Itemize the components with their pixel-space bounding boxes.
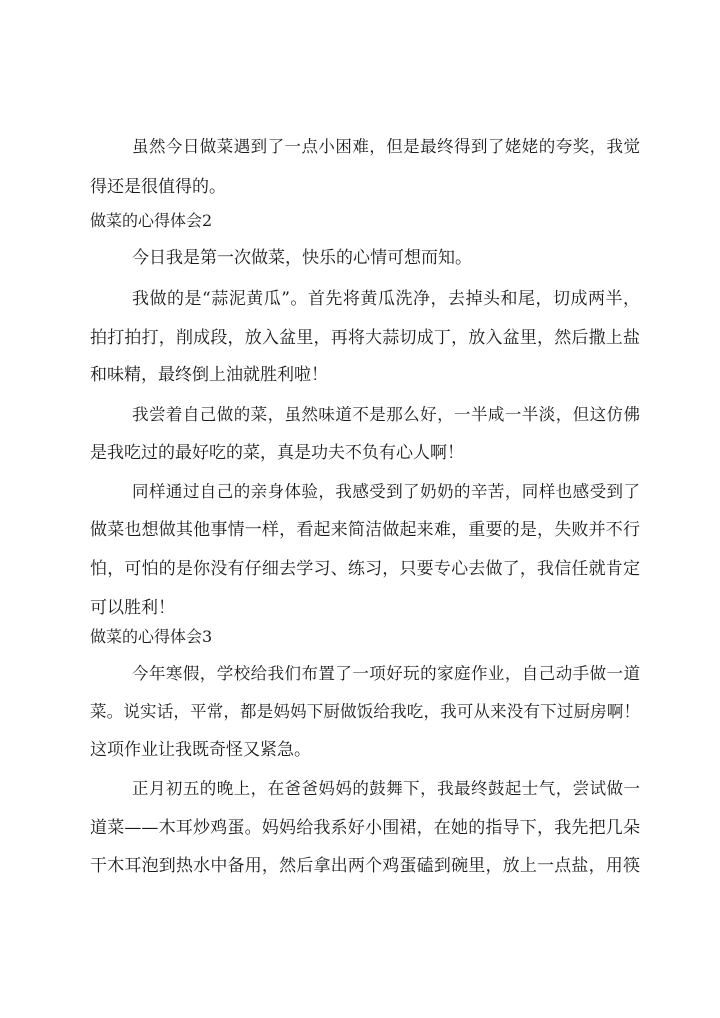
paragraph-7-line-2: 道菜——木耳炒鸡蛋。妈妈给我系好小围裙，在她的指导下，我先把几朵	[90, 818, 640, 838]
section-heading-2: 做菜的心得体会2	[90, 211, 213, 230]
paragraph-3-line-1: 我做的是“蒜泥黄瓜”。首先将黄瓜洗净，去掉头和尾，切成两半，	[132, 289, 640, 309]
paragraph-3-line-3: 和味精，最终倒上油就胜利啦！	[90, 365, 328, 385]
paragraph-4-line-1: 我尝着自己做的菜，虽然味道不是那么好，一半咸一半淡，但这仿佛	[132, 405, 640, 424]
section-heading-3: 做菜的心得体会3	[90, 627, 213, 646]
paragraph-3-line-2: 拍打拍打，削成段，放入盆里，再将大蒜切成丁，放入盆里，然后撒上盐	[90, 328, 640, 348]
paragraph-6-line-1: 今年寒假，学校给我们布置了一项好玩的家庭作业，自己动手做一道	[132, 664, 640, 683]
paragraph-4-line-2: 是我吃过的最好吃的菜，真是功夫不负有心人啊！	[90, 443, 464, 463]
paragraph-5-line-1: 同样通过自己的亲身体验，我感受到了奶奶的辛苦，同样也感受到了	[132, 482, 640, 501]
paragraph-7-line-3: 干木耳泡到热水中备用，然后拿出两个鸡蛋磕到碗里，放上一点盐，用筷	[90, 856, 640, 876]
paragraph-1-line-2: 得还是很值得的。	[90, 177, 226, 197]
paragraph-5-line-4: 可以胜利！	[90, 598, 175, 618]
paragraph-6-line-3: 这项作业让我既奇怪又紧急。	[90, 740, 311, 760]
paragraph-7-line-1: 正月初五的晚上，在爸爸妈妈的鼓舞下，我最终鼓起士气，尝试做一	[132, 779, 640, 798]
paragraph-6-line-2: 菜。说实话，平常，都是妈妈下厨做饭给我吃，我可从来没有下过厨房啊！	[90, 702, 640, 721]
paragraph-1-line-1: 虽然今日做菜遇到了一点小困难，但是最终得到了姥姥的夸奖，我觉	[132, 137, 640, 156]
paragraph-5-line-3: 怕，可怕的是你没有仔细去学习、练习，只要专心去做了，我信任就肯定	[90, 559, 640, 579]
paragraph-5-line-2: 做菜也想做其他事情一样，看起来简洁做起来难，重要的是，失败并不行	[90, 520, 640, 540]
paragraph-2-line-1: 今日我是第一次做菜，快乐的心情可想而知。	[132, 248, 472, 268]
